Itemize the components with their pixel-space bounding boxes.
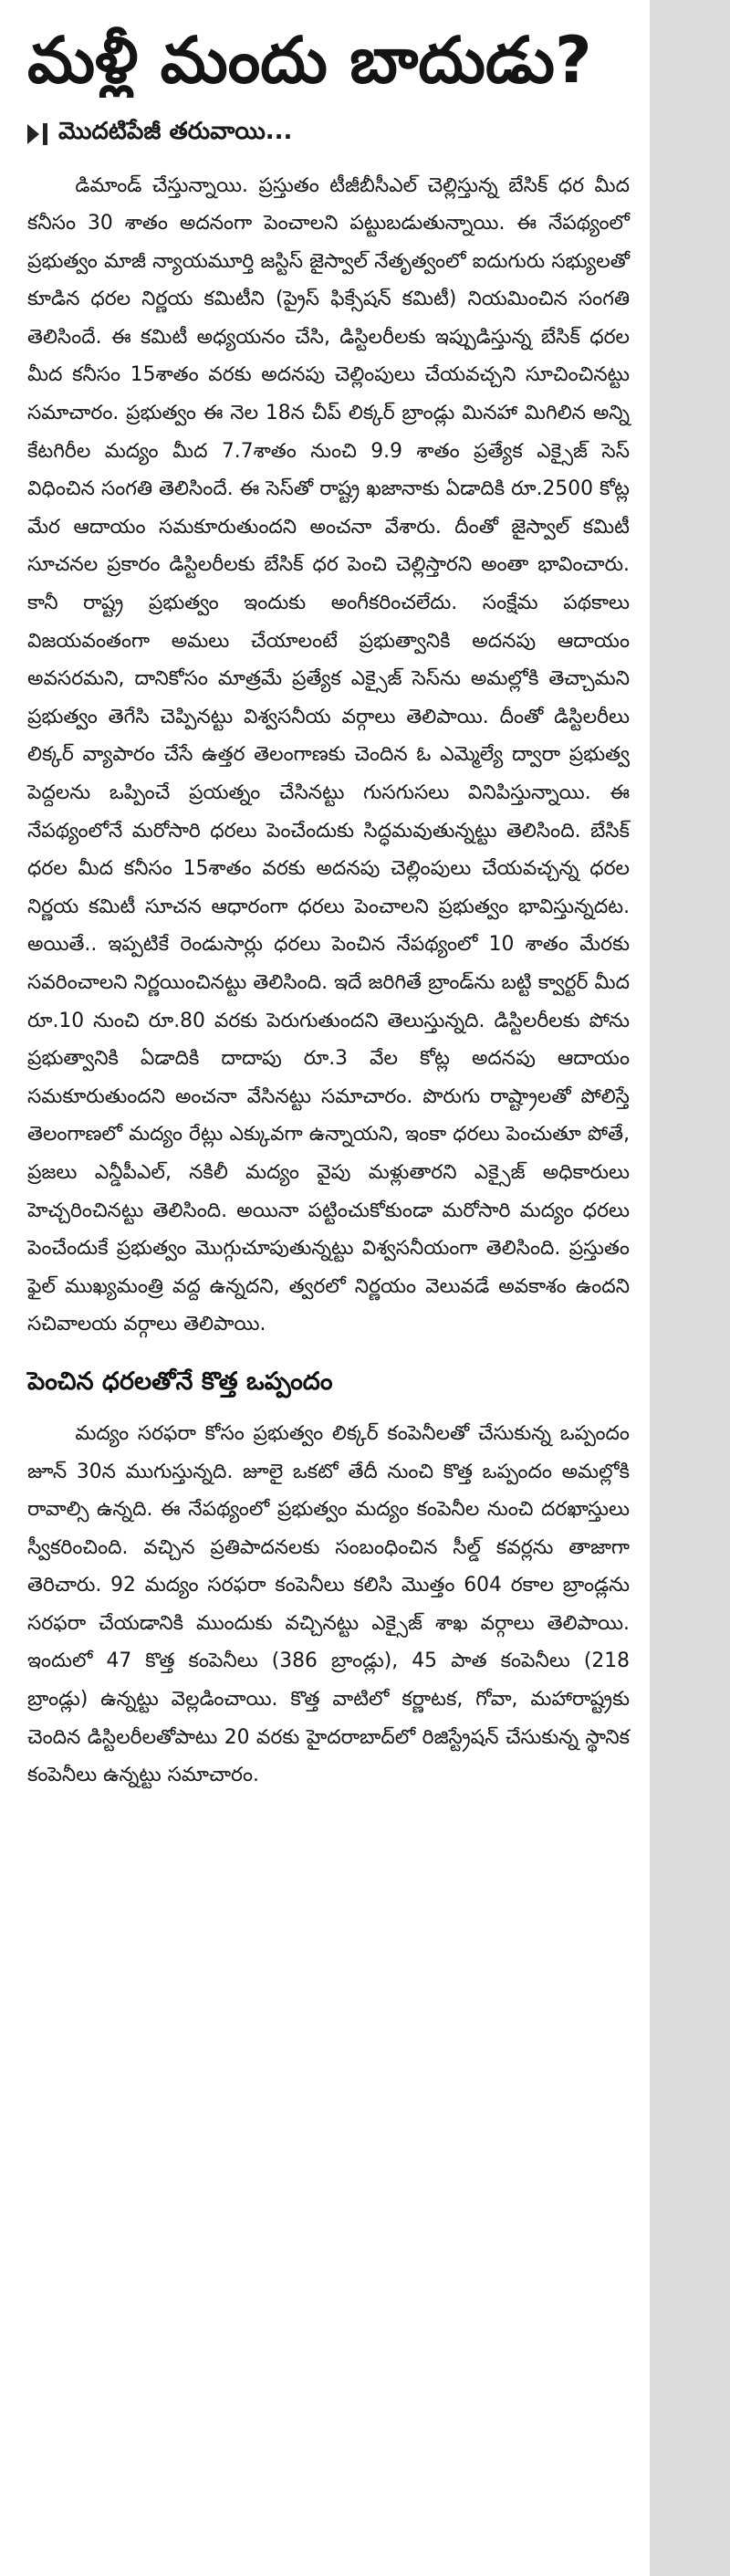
jump-bar-icon [43, 123, 47, 145]
continued-from-text: మొదటిపేజీ తరువాయి... [58, 117, 293, 145]
headline: మళ్లీ మందు బాదుడు? [27, 24, 592, 98]
page-margin-strip [650, 0, 730, 2576]
article-body-1: డిమాండ్ చేస్తున్నాయి. ప్రస్తుతం టీజీబీసీఎల్ చెల్లిస్తున్న బేసిక్ ధర మీద కనీసం 30 శాతం అదనంగా పెంచాలని పట్టుబడుతున్నాయి. ఈ నేపథ్యంలో ప్రభుత్వం మాజీ న్యాయమూర్తి జస్టిస్ జైస్వాల్ నేతృత్వంలో ఐదుగురు సభ్యులతో కూడిన ధరల నిర్ణయ కమిటీని (ప్రైస్ ఫిక్సేషన్ కమిటీ) నియమించిన సంగతి తెలిసిందే. ఈ కమిటీ అధ్యయనం చేసి, డిస్టిలరీలకు ఇప్పుడిస్తున్న బేసిక్ ధరల మీద కనీసం 15శాతం వరకు అదనపు చెల్లింపులు చేయవచ్చని సూచించినట్టు సమాచారం. ప్రభుత్వం ఈ నెల 18న చీప్ లిక్కర్ బ్రాండ్లు మినహా మిగిలిన అన్ని కేటగిరీల మద్యం మీద 7.7శాతం నుంచి 9.9 శాతం ప్రత్యేక ఎక్సైజ్ సెస్ విధించిన సంగతి తెలిసిందే. ఈ సెస్‌తో రాష్ట్ర ఖజానాకు ఏడాదికి రూ.2500 కోట్ల మేర ఆదాయం సమకూరుతుందని అంచనా వేశారు. దీంతో జైస్వాల్ కమిటీ సూచనల ప్రకారం డిస్టిలరీలకు బేసిక్ ధర పెంచి చెల్లిస్తారని అంతా భావించారు. కానీ రాష్ట్ర ప్రభుత్వం ఇందుకు అంగీకరించలేదు. సంక్షేమ పథకాలు విజయవంతంగా అమలు చేయాలంటే ప్రభుత్వానికి అదనపు ఆదాయం అవసరమని, దానికోసం మాత్రమే ప్రత్యేక ఎక్సైజ్ సెస్‌ను అమల్లోకి తెచ్చామని ప్రభుత్వం తెగేసి చెప్పినట్టు విశ్వసనీయ వర్గాలు తెలిపాయి. దీంతో డిస్టిలరీలు లిక్కర్ వ్యాపారం చేసే ఉత్తర తెలంగాణకు చెందిన ఓ ఎమ్మెల్యే ద్వారా ప్రభుత్వ పెద్దలను ఒప్పించే ప్రయత్నం చేసినట్టు గుసగుసలు వినిపిస్తున్నాయి. ఈ నేపథ్యంలోనే మరోసారి ధరలు పెంచేందుకు సిద్ధమవుతున్నట్టు తెలిసింది. బేసిక్ ధరల మీద కనీసం 15శాతం వరకు అదనపు చెల్లింపులు చేయవచ్చన్న ధరల నిర్ణయ కమిటీ సూచన ఆధారంగా ధరలు పెంచాలని ప్రభుత్వం భావిస్తున్నదట. అయితే.. ఇప్పటికే రెండుసార్లు ధరలు పెంచిన నేపథ్యంలో 10 శాతం మేరకు సవరించాలని నిర్ణయించినట్టు తెలిసింది. ఇదే జరిగితే బ్రాండ్‌ను బట్టి క్వార్టర్ మీద రూ.10 నుంచి రూ.80 వరకు పెరుగుతుందని తెలుస్తున్నది. డిస్టిలరీలకు పోను ప్రభుత్వానికి ఏడాదికి దాదాపు రూ.3 వేల కోట్ల అదనపు ఆదాయం సమకూరుతుందని అంచనా వేసినట్టు సమాచారం. పొరుగు రాష్ట్రాలతో పోలిస్తే తెలంగాణలో మద్యం రేట్లు ఎక్కువగా ఉన్నాయని, ఇంకా ధరలు పెంచుతూ పోతే, ప్రజలు ఎన్డీపీఎల్, నకిలీ మద్యం వైపు మళ్లుతారని ఎక్సైజ్ అధికారులు హెచ్చరించినట్టు తెలిసింది. అయినా పట్టించుకోకుండా మరోసారి మద్యం ధరలు పెంచేందుకే ప్రభుత్వం మొగ్గుచూపుతున్నట్టు విశ్వసనీయంగా తెలిసింది. ప్రస్తుతం ఫైల్ ముఖ్యమంత్రి వద్ద ఉన్నదని, త్వరలో నిర్ణయం వెలువడే అవకాశం ఉందని సచివాలయ వర్గాలు తెలిపాయి. [27, 173, 630, 1336]
continued-from-line [27, 118, 630, 151]
article-body-2: మద్యం సరఫరా కోసం ప్రభుత్వం లిక్కర్ కంపెనీలతో చేసుకున్న ఒప్పందం జూన్ 30న ముగుస్తున్నది. జూలై ఒకటో తేదీ నుంచి కొత్త ఒప్పందం అమల్లోకి రావాల్సి ఉన్నది. ఈ నేపథ్యంలో ప్రభుత్వం మద్యం కంపెనీల నుంచి దరఖాస్తులు స్వీకరించింది. వచ్చిన ప్రతిపాదనలకు సంబంధించిన సీల్డ్ కవర్లను తాజాగా తెరిచారు. 92 మద్యం సరఫరా కంపెనీలు కలిసి మొత్తం 604 రకాల బ్రాండ్లను సరఫరా చేయడానికి ముందుకు వచ్చినట్టు ఎక్సైజ్ శాఖ వర్గాలు తెలిపాయి. ఇందులో 47 కొత్త కంపెనీలు (386 బ్రాండ్లు), 45 పాత కంపెనీలు (218 బ్రాండ్లు) ఉన్నట్టు వెల్లడించాయి. కొత్త వాటిలో కర్ణాటక, గోవా, మహారాష్ట్రకు చెందిన డిస్టిలరీలతోపాటు 20 వరకు హైదరాబాద్‌లో రిజిస్ట్రేషన్ చేసుకున్న స్థానిక కంపెనీలు ఉన్నట్టు సమాచారం. [27, 1421, 630, 1787]
subheading: పెంచిన ధరలతోనే కొత్త ఒప్పందం [27, 1367, 333, 1396]
jump-arrow-icon [27, 124, 39, 144]
